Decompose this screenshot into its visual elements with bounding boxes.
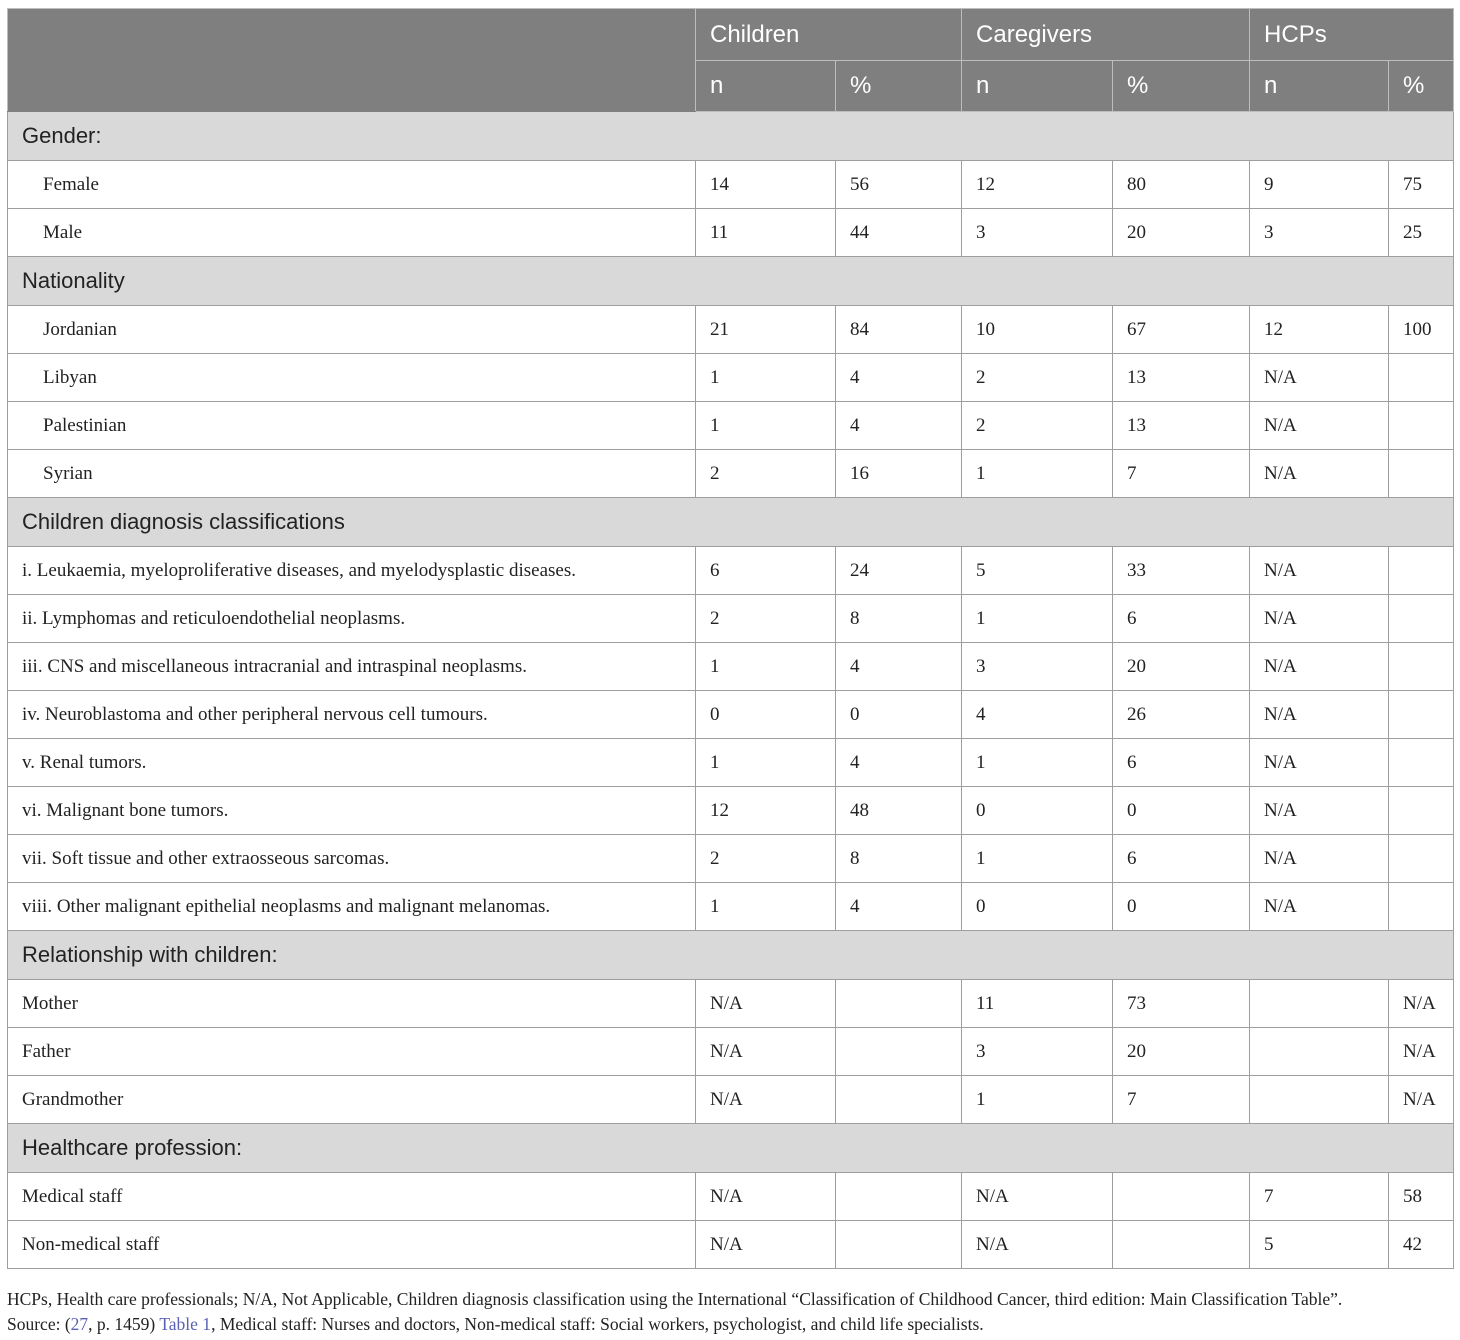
table-cell: 4	[836, 402, 962, 450]
table-cell: N/A	[696, 1173, 836, 1221]
table-cell: 13	[1113, 402, 1250, 450]
table-row	[8, 595, 1454, 643]
row-label: iv. Neuroblastoma and other peripheral nervous cell tumours.	[8, 691, 696, 739]
table-cell	[836, 1221, 962, 1269]
table-footnote	[7, 1287, 1457, 1337]
table-cell: 20	[1113, 643, 1250, 691]
row-label: Mother	[8, 980, 696, 1028]
table-cell: N/A	[696, 1076, 836, 1124]
table-cell	[836, 1173, 962, 1221]
table-cell: 12	[962, 161, 1113, 209]
row-label: Grandmother	[8, 1076, 696, 1124]
table-cell: 6	[696, 547, 836, 595]
table-cell	[1389, 691, 1454, 739]
table-cell: 25	[1389, 209, 1454, 257]
table-cell: 1	[696, 402, 836, 450]
table-row	[8, 1173, 1454, 1221]
table-cell: 1	[696, 739, 836, 787]
table-cell: 6	[1113, 835, 1250, 883]
table-cell: 5	[962, 547, 1113, 595]
table-row	[8, 787, 1454, 835]
table-cell: 58	[1389, 1173, 1454, 1221]
table-cell: 9	[1250, 161, 1389, 209]
table-row	[8, 980, 1454, 1028]
table-cell: 13	[1113, 354, 1250, 402]
table-cell	[836, 1076, 962, 1124]
row-label: Father	[8, 1028, 696, 1076]
table-cell: N/A	[1250, 691, 1389, 739]
table-row	[8, 739, 1454, 787]
table-cell: 10	[962, 306, 1113, 354]
table-row	[8, 883, 1454, 931]
section-header-row	[8, 498, 1454, 547]
table-cell	[1389, 787, 1454, 835]
table-cell: 1	[962, 739, 1113, 787]
table-cell: 2	[696, 835, 836, 883]
table-cell	[836, 1028, 962, 1076]
section-header-row	[8, 1124, 1454, 1173]
table-cell: 12	[1250, 306, 1389, 354]
section-title: Relationship with children:	[8, 931, 1454, 980]
table-row	[8, 354, 1454, 402]
section-header-row	[8, 112, 1454, 161]
table-cell: N/A	[1250, 547, 1389, 595]
footnote-line-2	[7, 1312, 1457, 1337]
table-cell: 14	[696, 161, 836, 209]
table-cell: 0	[962, 883, 1113, 931]
table-cell: N/A	[1250, 450, 1389, 498]
table-cell: 4	[962, 691, 1113, 739]
table-cell	[1389, 835, 1454, 883]
table-cell: 3	[962, 209, 1113, 257]
table-cell: 67	[1113, 306, 1250, 354]
table-cell: 4	[836, 354, 962, 402]
footnote-source-prefix: Source: (	[7, 1314, 71, 1334]
row-label: vi. Malignant bone tumors.	[8, 787, 696, 835]
table-cell	[1389, 450, 1454, 498]
table-cell: 8	[836, 835, 962, 883]
section-title: Gender:	[8, 112, 1454, 161]
table-row	[8, 691, 1454, 739]
table-row	[8, 547, 1454, 595]
table-cell: N/A	[1389, 1076, 1454, 1124]
table-cell: 0	[1113, 787, 1250, 835]
table-cell: N/A	[1389, 980, 1454, 1028]
table-row	[8, 1028, 1454, 1076]
table-cell: 75	[1389, 161, 1454, 209]
table-cell: 26	[1113, 691, 1250, 739]
table-cell: 16	[836, 450, 962, 498]
header-sub-cell: %	[836, 61, 962, 112]
row-label: Female	[8, 161, 696, 209]
table-cell	[1250, 980, 1389, 1028]
table-cell: N/A	[1250, 883, 1389, 931]
table-row	[8, 643, 1454, 691]
table-cell: 6	[1113, 595, 1250, 643]
table-cell: N/A	[696, 1028, 836, 1076]
table-cell	[1389, 595, 1454, 643]
section-title: Children diagnosis classifications	[8, 498, 1454, 547]
section-header-row	[8, 257, 1454, 306]
table-row	[8, 306, 1454, 354]
table-cell: 8	[836, 595, 962, 643]
table-cell: 7	[1113, 450, 1250, 498]
table-cell: 56	[836, 161, 962, 209]
table-cell: 7	[1250, 1173, 1389, 1221]
reference-link[interactable]: 27	[70, 1314, 89, 1334]
table-cell: 3	[962, 1028, 1113, 1076]
table-cell: 1	[962, 835, 1113, 883]
table-cell: 0	[836, 691, 962, 739]
table-cell: 11	[962, 980, 1113, 1028]
table-cell: N/A	[1250, 643, 1389, 691]
section-header-row	[8, 931, 1454, 980]
table-cell: 1	[962, 450, 1113, 498]
header-sub-cell: %	[1389, 61, 1454, 112]
header-group-caregivers: Caregivers	[962, 9, 1250, 61]
table-cell: 48	[836, 787, 962, 835]
table-cell: 100	[1389, 306, 1454, 354]
header-sub-cell: n	[962, 61, 1113, 112]
row-label: v. Renal tumors.	[8, 739, 696, 787]
header-group-hcps: HCPs	[1250, 9, 1454, 61]
footnote-staff-note: , Medical staff: Nurses and doctors, Non-medical staff: Social workers, psychologist, and child life specialists.	[211, 1314, 984, 1334]
table-cell: 1	[962, 595, 1113, 643]
row-label: ii. Lymphomas and reticuloendothelial neoplasms.	[8, 595, 696, 643]
footnote-line-1: HCPs, Health care professionals; N/A, Not Applicable, Children diagnosis classification using the International “Classification of Childhood Cancer, third edition: Main Classification Table”.	[7, 1289, 1343, 1309]
table-cell: 2	[696, 595, 836, 643]
row-label: i. Leukaemia, myeloproliferative diseases, and myelodysplastic diseases.	[8, 547, 696, 595]
table-cell: 2	[696, 450, 836, 498]
table-cell: 7	[1113, 1076, 1250, 1124]
table-cell	[1250, 1076, 1389, 1124]
table-link[interactable]: Table 1	[159, 1314, 212, 1334]
row-label: iii. CNS and miscellaneous intracranial and intraspinal neoplasms.	[8, 643, 696, 691]
table-cell: 24	[836, 547, 962, 595]
table-cell: 0	[1113, 883, 1250, 931]
table-cell: 4	[836, 883, 962, 931]
table-row	[8, 835, 1454, 883]
table-cell: 73	[1113, 980, 1250, 1028]
row-label: Non-medical staff	[8, 1221, 696, 1269]
table-cell: N/A	[696, 1221, 836, 1269]
table-cell: 2	[962, 354, 1113, 402]
table-cell: 3	[1250, 209, 1389, 257]
section-title: Healthcare profession:	[8, 1124, 1454, 1173]
table-cell: N/A	[1250, 402, 1389, 450]
table-cell: 6	[1113, 739, 1250, 787]
table-cell	[1389, 402, 1454, 450]
table-row	[8, 1221, 1454, 1269]
table-cell: N/A	[962, 1173, 1113, 1221]
footnote-page-ref: , p. 1459)	[88, 1314, 160, 1334]
table-cell: 0	[696, 691, 836, 739]
table-cell: 1	[696, 354, 836, 402]
table-cell: 42	[1389, 1221, 1454, 1269]
table-cell	[836, 980, 962, 1028]
table-cell: 3	[962, 643, 1113, 691]
table-cell	[1113, 1221, 1250, 1269]
table-cell: N/A	[1250, 835, 1389, 883]
table-cell: 5	[1250, 1221, 1389, 1269]
table-cell	[1389, 643, 1454, 691]
table-cell: 21	[696, 306, 836, 354]
table-cell: N/A	[1389, 1028, 1454, 1076]
table-cell	[1113, 1173, 1250, 1221]
table-cell: 11	[696, 209, 836, 257]
table-cell: 4	[836, 643, 962, 691]
row-label: Jordanian	[8, 306, 696, 354]
header-sub-cell: n	[1250, 61, 1389, 112]
table-cell	[1389, 354, 1454, 402]
table-cell	[1389, 883, 1454, 931]
row-label: Syrian	[8, 450, 696, 498]
row-label: viii. Other malignant epithelial neoplasms and malignant melanomas.	[8, 883, 696, 931]
table-cell: 20	[1113, 209, 1250, 257]
table-cell: 33	[1113, 547, 1250, 595]
table-cell: 80	[1113, 161, 1250, 209]
header-sub-cell: n	[696, 61, 836, 112]
table-cell: 1	[696, 643, 836, 691]
table-cell: 1	[696, 883, 836, 931]
table-row	[8, 1076, 1454, 1124]
table-cell: N/A	[1250, 787, 1389, 835]
table-row	[8, 209, 1454, 257]
table-cell: N/A	[1250, 354, 1389, 402]
table-cell: 1	[962, 1076, 1113, 1124]
table-cell: N/A	[1250, 595, 1389, 643]
header-sub-cell: %	[1113, 61, 1250, 112]
table-cell	[1389, 547, 1454, 595]
section-title: Nationality	[8, 257, 1454, 306]
row-label: Palestinian	[8, 402, 696, 450]
table-cell: 4	[836, 739, 962, 787]
table-row	[8, 450, 1454, 498]
table-cell: 20	[1113, 1028, 1250, 1076]
table-cell: 0	[962, 787, 1113, 835]
table-cell	[1389, 739, 1454, 787]
row-label: Male	[8, 209, 696, 257]
row-label: vii. Soft tissue and other extraosseous sarcomas.	[8, 835, 696, 883]
table-cell: 12	[696, 787, 836, 835]
row-label: Medical staff	[8, 1173, 696, 1221]
table-cell: 2	[962, 402, 1113, 450]
table-cell: N/A	[962, 1221, 1113, 1269]
data-table-container	[7, 8, 1453, 1269]
table-cell: N/A	[696, 980, 836, 1028]
header-blank-cell	[8, 9, 696, 112]
header-group-children: Children	[696, 9, 962, 61]
table-cell	[1250, 1028, 1389, 1076]
table-header	[8, 9, 1454, 112]
table-cell: 44	[836, 209, 962, 257]
table-cell: 84	[836, 306, 962, 354]
table-row	[8, 161, 1454, 209]
table-row	[8, 402, 1454, 450]
row-label: Libyan	[8, 354, 696, 402]
table-body	[8, 112, 1454, 1269]
demographics-table	[7, 8, 1454, 1269]
table-cell: N/A	[1250, 739, 1389, 787]
